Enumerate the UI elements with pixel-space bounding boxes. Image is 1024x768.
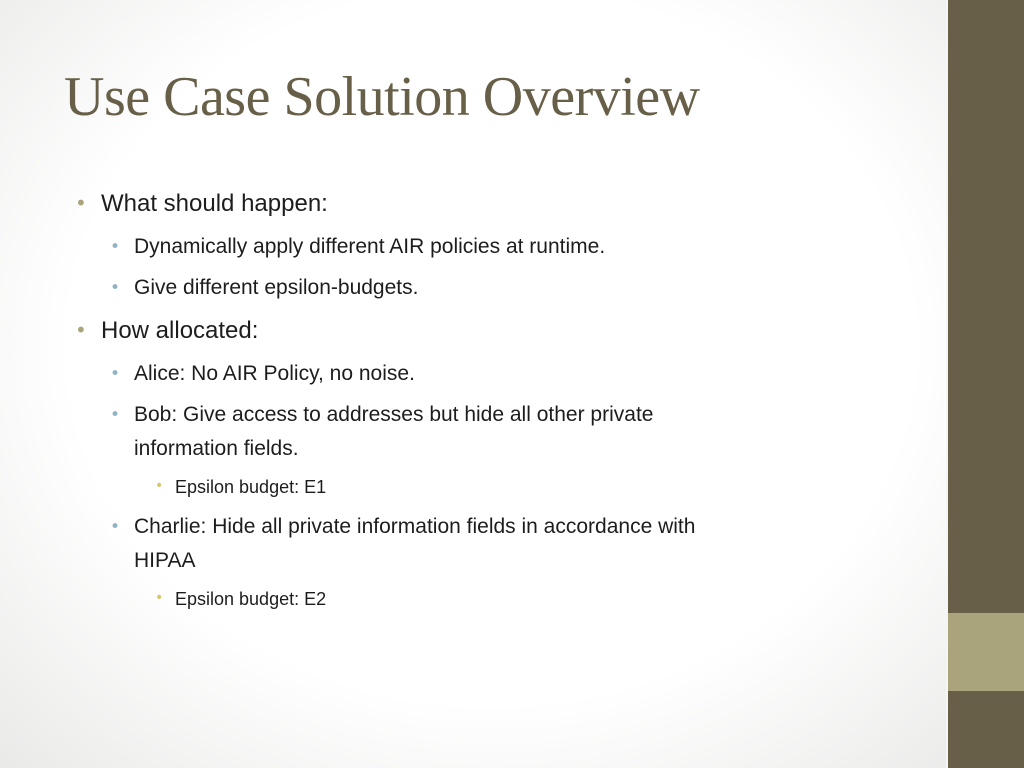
slide-title: Use Case Solution Overview	[64, 66, 700, 128]
bullet-text: Alice: No AIR Policy, no noise.	[134, 362, 415, 385]
bullet-icon: •	[110, 405, 121, 425]
bullet-item-epsilon-budgets	[110, 271, 419, 305]
bullet-item-how-allocated	[75, 316, 259, 346]
bullet-text: Dynamically apply different AIR policies at runtime.	[134, 235, 606, 258]
bullet-text: Give different epsilon-budgets.	[134, 276, 419, 299]
bullet-icon: •	[75, 191, 87, 215]
bullet-item-epsilon-e2	[155, 587, 327, 611]
bullet-text: How allocated:	[101, 317, 259, 344]
bullet-icon: •	[110, 237, 121, 257]
bullet-item-what-should-happen	[75, 189, 328, 219]
bullet-icon: •	[110, 278, 121, 298]
bullet-item-epsilon-e1	[155, 475, 327, 499]
bullet-text: HIPAA	[134, 549, 196, 572]
bullet-text: information fields.	[134, 437, 299, 460]
bullet-item-charlie	[110, 510, 696, 544]
bullet-item-bob-continued	[134, 432, 299, 466]
bullet-text: Epsilon budget: E1	[175, 477, 327, 497]
bullet-item-dynamic-policies	[110, 230, 606, 264]
bullet-text: What should happen:	[101, 190, 328, 217]
bullet-icon: •	[110, 364, 121, 384]
bullet-icon: •	[155, 590, 164, 606]
side-bar-accent	[948, 613, 1024, 691]
bullet-icon: •	[110, 517, 121, 537]
bullet-item-alice	[110, 357, 415, 391]
bullet-icon: •	[75, 318, 87, 342]
bullet-item-charlie-continued	[134, 544, 195, 578]
bullet-icon: •	[155, 478, 164, 494]
bullet-text: Charlie: Hide all private information fields in accordance with	[134, 515, 696, 538]
bullet-text: Bob: Give access to addresses but hide all other private	[134, 403, 654, 426]
bullet-text: Epsilon budget: E2	[175, 589, 327, 609]
bullet-item-bob	[110, 398, 654, 432]
